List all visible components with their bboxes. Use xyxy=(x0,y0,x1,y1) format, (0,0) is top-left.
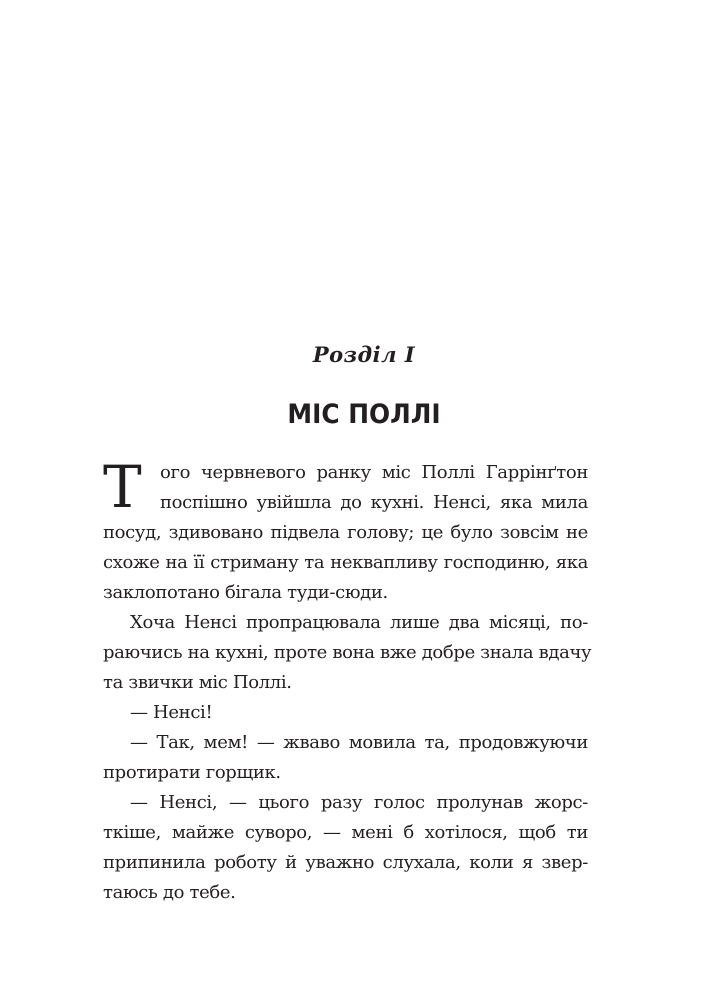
text-line: — Ненсі, — цього разу голос пролунав жорс- xyxy=(130,792,588,813)
text-line: таюсь до тебе. xyxy=(103,882,236,903)
text-line: раючись на кухні, проте вона вже добре знала вдачу xyxy=(103,642,592,663)
text-line: припинила роботу й уважно слухала, коли я звер- xyxy=(103,852,588,873)
text-line: та звички міс Поллі. xyxy=(103,672,292,693)
text-line: поспішно увійшла до кухні. Ненсі, яка мила xyxy=(160,492,588,513)
text-line: Хоча Ненсі пропрацювала лише два місяці, по- xyxy=(130,612,588,633)
chapter-label: Розділ I xyxy=(312,342,416,367)
text-line: заклопотано бігала туди-сюди. xyxy=(103,582,388,603)
chapter-title: МІС ПОЛЛІ xyxy=(287,399,441,430)
text-line: схоже на її стриману та неквапливу господиню, яка xyxy=(103,552,588,573)
text-line: ого червневого ранку міс Поллі Гаррінґтон xyxy=(160,462,588,483)
text-line: ткіше, майже суворо, — мені б хотілося, щоб ти xyxy=(103,822,588,843)
text-line: посуд, здивовано підвела голову; це було зовсім не xyxy=(103,522,588,543)
text-line: — Так, мем! — жваво мовила та, продовжуючи xyxy=(130,732,588,753)
drop-cap: Т xyxy=(103,453,142,521)
text-line: протирати горщик. xyxy=(103,762,281,783)
text-line: — Ненсі! xyxy=(130,702,213,723)
